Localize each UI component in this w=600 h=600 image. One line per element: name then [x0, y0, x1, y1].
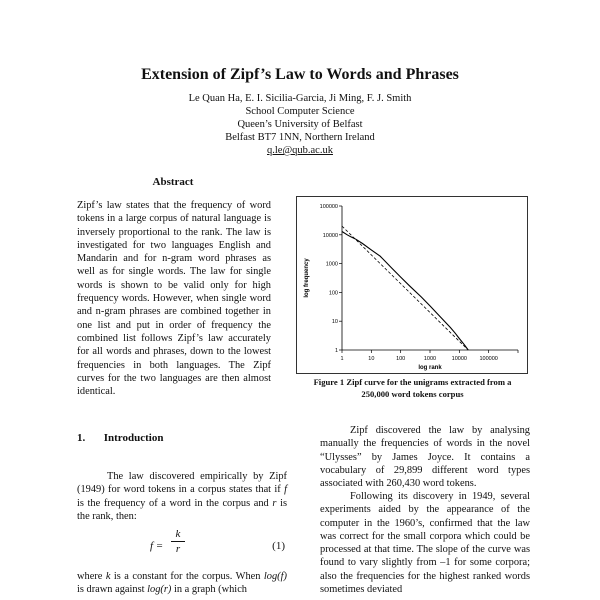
- intro-text-c: is the rank, then:: [77, 497, 287, 522]
- author-email-link[interactable]: q.le@qub.ac.uk: [267, 145, 333, 156]
- intro-var-r: r: [272, 497, 277, 509]
- y-tick-label: 1000: [325, 261, 338, 268]
- y-tick-label: 100000: [319, 204, 338, 210]
- x-tick-label: 1000: [423, 356, 437, 362]
- y-tick-label: 1: [334, 348, 338, 354]
- x-axis-label: log rank: [418, 365, 442, 371]
- intro2-var-logf: log(f): [263, 571, 287, 582]
- equation-denominator: r: [175, 543, 181, 555]
- intro2-var-k: k: [105, 571, 111, 582]
- right-paragraph-2: Following its discovery in 1949, several experiments aided by the appearance of the computer in the 1960’s, confirmed that the law was correct for the small corpora which could be processed at that time. The slope of the curve was found to vary slightly from –1 for some corpora; also the frequencies for the highest ranked words sometimes deviated: [320, 491, 530, 596]
- chart-frame: [297, 197, 528, 374]
- intro2-text-c: is drawn against: [77, 584, 145, 596]
- y-tick-label: 10: [331, 319, 338, 326]
- y-tick-label: 100: [328, 290, 338, 297]
- figure-1-chart: [296, 196, 528, 374]
- author-block: [0, 92, 600, 157]
- section-heading-introduction: [77, 432, 163, 444]
- figure-1-caption: Figure 1 Zipf curve for the unigrams extracted from a 250,000 word tokens corpus: [313, 377, 512, 399]
- author-names: Le Quan Ha, E. I. Sicilia-Garcia, Ji Ming, F. J. Smith: [188, 93, 412, 104]
- x-tick-label: 1: [340, 356, 344, 362]
- x-tick-label: 10000: [451, 356, 467, 362]
- x-tick-label: 10: [368, 356, 375, 362]
- intro-paragraph-2: [77, 570, 287, 597]
- intro2-text-b: is a constant for the corpus. When: [113, 571, 261, 582]
- zipf-chart-svg: [296, 196, 528, 374]
- affiliation-address: Belfast BT7 1NN, Northern Ireland: [225, 132, 375, 143]
- equation-number: (1): [272, 540, 285, 552]
- intro-text-b: is the frequency of a word in the corpus and: [77, 497, 269, 509]
- paper-title: Extension of Zipf’s Law to Words and Phrases: [141, 66, 459, 83]
- y-axis-label: log frequency: [304, 258, 310, 298]
- y-tick-label: 10000: [322, 232, 338, 239]
- intro-var-f: f: [284, 484, 287, 496]
- right-paragraph-1: Zipf discovered the law by analysing manually the frequencies of words in the novel “Ulysses” by James Joyce. It contains a vocabulary of 29,899 different word types associated with 260,430 word tokens.: [320, 425, 530, 490]
- equation-fraction: [171, 528, 185, 555]
- section-number: 1.: [77, 432, 86, 444]
- intro2-text-d: in a graph (which: [174, 584, 247, 596]
- x-tick-label: 100: [396, 356, 406, 362]
- section-title: Introduction: [103, 432, 164, 444]
- affiliation-university: Queen’s University of Belfast: [237, 119, 363, 130]
- abstract-heading: Abstract: [152, 176, 194, 188]
- intro-text-a: The law discovered empirically by Zipf (1949) for word tokens in a corpus states that if: [77, 471, 287, 496]
- abstract-text: Zipf’s law states that the frequency of word tokens in a large corpus of natural language is inversely proportional to the rank. The law is investigated for two languages English and Mandarin and for n-gram word phrases as well as for single words. The law for single words is shown to be valid only for high frequency words. However, when single word and n-gram phrases are combined together in one list and put in order of frequency the combined list follows Zipf’s law accurately for all words and phrases, down to the lowest frequencies in both languages. The Zipf curves for the two languages are then almost identical.: [77, 200, 271, 398]
- equation-numerator: k: [175, 528, 181, 540]
- intro-paragraph-1: [77, 470, 287, 523]
- abstract-body: [77, 199, 271, 398]
- equation-1: [77, 526, 287, 566]
- fraction-bar: [171, 541, 185, 542]
- x-tick-label: 100000: [479, 356, 498, 362]
- equation-lhs: f =: [150, 540, 164, 552]
- intro2-var-logr: log(r): [147, 584, 172, 596]
- affiliation-school: School Computer Science: [245, 106, 355, 117]
- intro2-text-a: where: [77, 571, 103, 582]
